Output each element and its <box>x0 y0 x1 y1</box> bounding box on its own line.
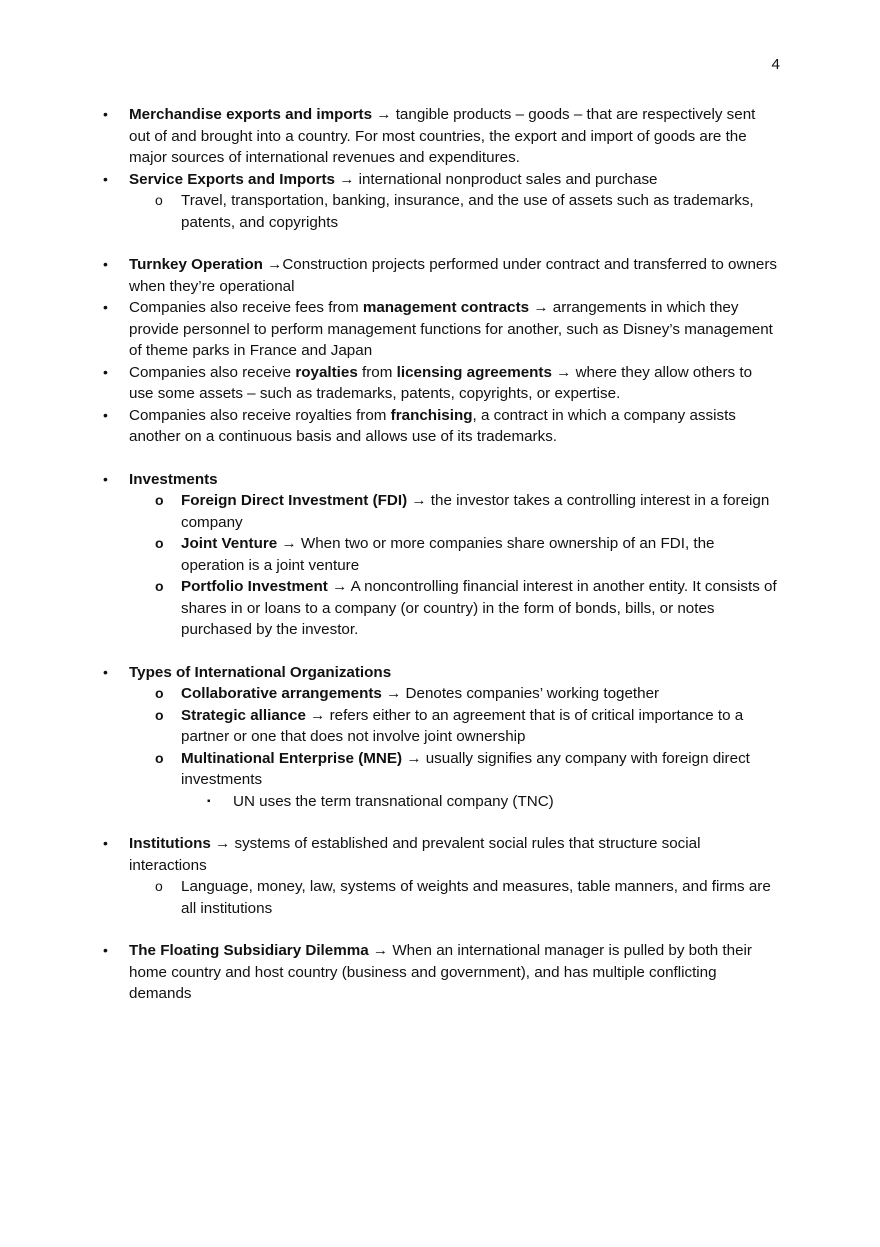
sub-item-service <box>155 190 779 233</box>
sub-item-strategic-alliance <box>155 705 779 748</box>
arrow-right-icon: → <box>411 492 427 509</box>
sub-item-portfolio <box>155 576 779 641</box>
term: Foreign Direct Investment (FDI) <box>181 492 408 509</box>
definition: arrangements in which they provide personnel to perform management functions for another, such as Disney’s management of theme parks in France and Japan <box>129 299 773 359</box>
heading-term: Types of International Organizations <box>129 663 392 681</box>
definition: the investor takes a controlling interest in a foreign company <box>181 492 770 531</box>
lead-text: Companies also receive <box>129 363 296 381</box>
term: Turnkey Operation <box>129 256 263 273</box>
sub-text: Travel, transportation, banking, insurance, and the use of assets such as trademarks, patents, and copyrights <box>181 192 754 231</box>
lead-text: Companies also receive royalties from <box>129 406 391 424</box>
bullet-circle-icon: o <box>155 492 164 508</box>
bullet-circle-icon: o <box>155 535 164 551</box>
arrow-right-icon: → <box>310 706 326 724</box>
page-number: 4 <box>771 56 780 73</box>
spacer <box>129 919 779 940</box>
bullet-circle-icon: o <box>155 685 164 701</box>
term: Merchandise exports and imports <box>129 106 373 123</box>
bullet-disc-icon: • <box>103 299 108 315</box>
list-item-merchandise <box>103 104 779 169</box>
arrow-right-icon: → <box>372 942 389 959</box>
term: Collaborative arrangements <box>181 685 382 702</box>
heading-term: Investments <box>129 470 218 488</box>
list-item-turnkey <box>103 254 779 297</box>
sub-text: UN uses the term transnational company (TNC) <box>233 792 554 810</box>
spacer <box>129 233 779 254</box>
bullet-circle-icon: o <box>155 706 164 723</box>
arrow-right-icon: → <box>332 578 348 595</box>
spacer <box>129 812 779 833</box>
document-body <box>103 104 779 1005</box>
term: Service Exports and Imports <box>129 170 335 188</box>
definition: usually signifies any company with foreign direct investments <box>181 749 750 788</box>
definition: refers either to an agreement that is of critical importance to a partner or one that does not involve joint ownership <box>181 706 744 745</box>
definition: where they allow others to use some assets – such as trademarks, patents, copyrights, or expertise. <box>129 363 753 402</box>
sub-item-mne <box>155 748 779 791</box>
definition: Construction projects performed under contract and transferred to owners when they’re operational <box>129 256 778 295</box>
term: management contracts <box>362 299 530 316</box>
definition: Denotes companies’ working together <box>401 685 660 702</box>
spacer <box>129 641 779 662</box>
bullet-circle-icon: o <box>155 749 164 766</box>
arrow-right-icon: → <box>386 685 402 702</box>
arrow-right-icon: → <box>339 170 355 188</box>
term: Portfolio Investment <box>181 578 328 595</box>
term: Multinational Enterprise (MNE) <box>181 749 403 767</box>
definition: A noncontrolling financial interest in another entity. It consists of shares in or loans to a company (or country) in the form of bonds, bills, or notes purchased by the investor. <box>181 578 777 638</box>
definition: tangible products – goods – that are respectively sent out of and brought into a country. For most countries, the export and import of goods are the major sources of international revenues and expenditures. <box>129 106 756 166</box>
arrow-right-icon: → <box>533 299 549 316</box>
term: Strategic alliance <box>181 706 306 724</box>
arrow-right-icon: → <box>281 535 297 552</box>
bullet-disc-icon: • <box>103 835 108 851</box>
bullet-disc-icon: • <box>103 470 108 487</box>
term: The Floating Subsidiary Dilemma <box>129 942 369 959</box>
bullet-disc-icon: • <box>103 256 108 272</box>
arrow-right-icon: → <box>376 106 392 123</box>
term: licensing agreements <box>396 363 552 381</box>
list-item-management-contracts <box>103 297 779 362</box>
bullet-disc-icon: • <box>103 406 108 423</box>
lead-text: Companies also receive fees from <box>129 299 363 316</box>
list-item-investments <box>103 469 779 491</box>
sub-text: Language, money, law, systems of weights and measures, table manners, and firms are all institutions <box>181 878 771 917</box>
list-item-institutions <box>103 833 779 876</box>
arrow-right-icon: → <box>267 256 283 273</box>
bullet-circle-icon: o <box>155 578 164 594</box>
term: franchising <box>390 406 473 424</box>
definition: , a contract in which a company assists another on a continuous basis and allows use of its trademarks. <box>129 406 736 445</box>
arrow-right-icon: → <box>215 835 231 852</box>
sub-item-collaborative <box>155 683 779 705</box>
list-item-franchising <box>103 405 779 448</box>
list-item-royalties <box>103 362 779 405</box>
bullet-disc-icon: • <box>103 363 108 380</box>
sub-item-fdi <box>155 490 779 533</box>
definition: When two or more companies share ownership of an FDI, the operation is a joint venture <box>181 535 715 574</box>
bullet-disc-icon: • <box>103 942 108 958</box>
definition: When an international manager is pulled by both their home country and host country (business and government), and has multiple conflicting demands <box>129 942 752 1002</box>
list-item-service <box>103 169 779 191</box>
sub-item-joint-venture <box>155 533 779 576</box>
list-item-floating-subsidiary <box>103 940 779 1005</box>
spacer <box>129 448 779 469</box>
bullet-disc-icon: • <box>103 663 108 680</box>
bullet-circle-icon: o <box>155 192 163 208</box>
sub-item-institutions <box>155 876 779 919</box>
connector-text: from <box>357 363 397 381</box>
term: royalties <box>295 363 358 381</box>
bullet-circle-icon: o <box>155 878 163 894</box>
arrow-right-icon: → <box>556 363 572 381</box>
bullet-disc-icon: • <box>103 106 108 122</box>
definition: systems of established and prevalent social rules that structure social interactions <box>129 835 701 874</box>
bullet-square-icon: ▪ <box>207 795 211 807</box>
term: Joint Venture <box>181 535 278 552</box>
definition: international nonproduct sales and purchase <box>354 170 658 188</box>
sub-sub-item-tnc <box>207 791 779 813</box>
list-item-types <box>103 662 779 684</box>
arrow-right-icon: → <box>406 749 422 767</box>
term: Institutions <box>129 835 211 852</box>
bullet-disc-icon: • <box>103 170 108 187</box>
